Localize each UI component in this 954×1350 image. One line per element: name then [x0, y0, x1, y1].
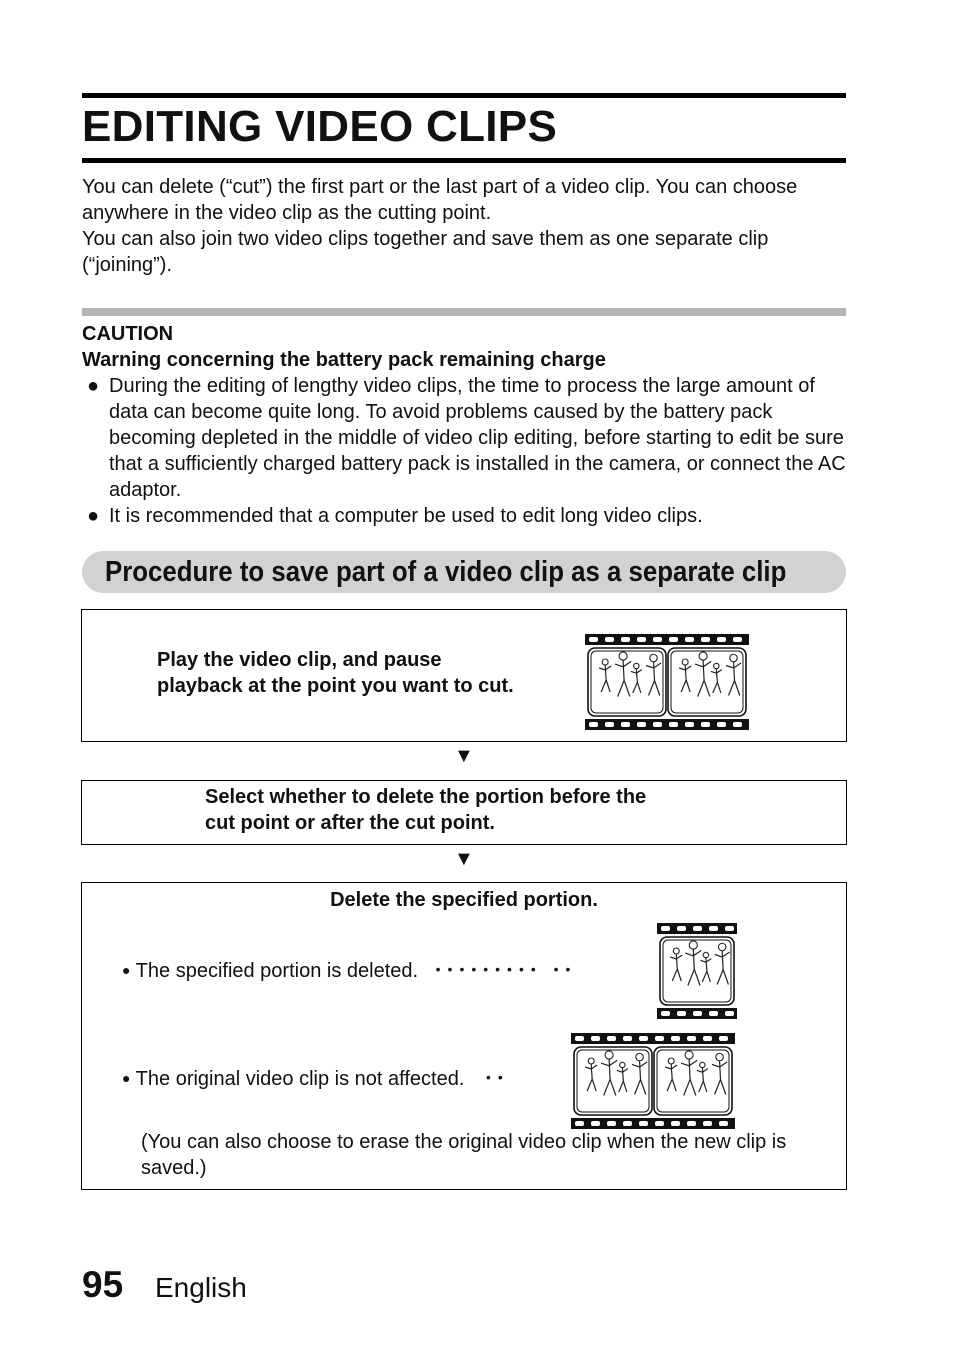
bullet-icon: ●: [122, 1070, 131, 1086]
filmstrip-icon: [585, 634, 749, 730]
result-item-text: The specified portion is deleted.: [135, 960, 419, 982]
step-pause-text: [157, 647, 514, 699]
step-box-pause: [81, 609, 847, 742]
result-item-deleted: [122, 956, 577, 984]
bullet-icon: ●: [87, 505, 100, 527]
bullet-icon: ●: [122, 962, 131, 978]
intro-paragraph-join: You can also join two video clips together and save them as one separate clip (“joining”).: [82, 228, 769, 276]
step-box-delete: [81, 882, 847, 1190]
step-pause-line: playback at the point you want to cut.: [157, 675, 514, 697]
title-rule-top: [82, 93, 846, 98]
step-delete-note: (You can also choose to erase the original video clip when the new clip is saved.): [141, 1131, 787, 1179]
caution-label: CAUTION: [82, 323, 174, 345]
caution-item: [82, 503, 852, 529]
title-rule-bottom: [82, 158, 846, 163]
filmstrip-icon: [657, 923, 737, 1019]
caution-item: [82, 373, 852, 503]
filmstrip-icon: [571, 1033, 735, 1129]
step-box-select: [81, 780, 847, 845]
dotted-leader: ••••••••• ••: [435, 961, 578, 977]
caution-block: [82, 321, 852, 529]
down-arrow-icon: ▼: [454, 848, 474, 870]
intro-paragraph-cut: You can delete (“cut”) the first part or the last part of a video clip. You can choose anywhere in the video clip as the cutting point.: [82, 176, 798, 224]
caution-item-text: During the editing of lengthy video clips, the time to process the large amount of data can become quite long. To avoid problems caused by the battery pack becoming depleted in the middle of video clip editing, before starting to edit be sure that a sufficiently charged battery pack is installed in the camera, or connect the AC adaptor.: [109, 375, 846, 501]
caution-item-text: It is recommended that a computer be used to edit long video clips.: [109, 505, 703, 527]
step-select-line: Select whether to delete the portion before the: [205, 786, 647, 808]
result-item-original: [122, 1064, 510, 1092]
down-arrow-icon: ▼: [454, 745, 474, 767]
page-number: 95: [82, 1264, 124, 1305]
step-delete-title: Delete the specified portion.: [330, 889, 598, 911]
bullet-icon: ●: [87, 375, 100, 397]
caution-subtitle: Warning concerning the battery pack remaining charge: [82, 349, 606, 371]
step-pause-line: Play the video clip, and pause: [157, 649, 442, 671]
caution-rule: [82, 308, 846, 316]
section-heading: [82, 551, 846, 593]
intro-text: [82, 174, 852, 278]
dotted-leader: ••: [485, 1069, 510, 1085]
footer-language: English: [155, 1272, 247, 1303]
caution-list: [82, 373, 852, 529]
result-item-text: The original video clip is not affected.: [135, 1068, 465, 1090]
step-select-text: [205, 784, 646, 836]
page-title: EDITING VIDEO CLIPS: [82, 102, 558, 151]
section-heading-text: Procedure to save part of a video clip as a separate clip: [105, 556, 787, 588]
step-select-line: cut point or after the cut point.: [205, 812, 495, 834]
